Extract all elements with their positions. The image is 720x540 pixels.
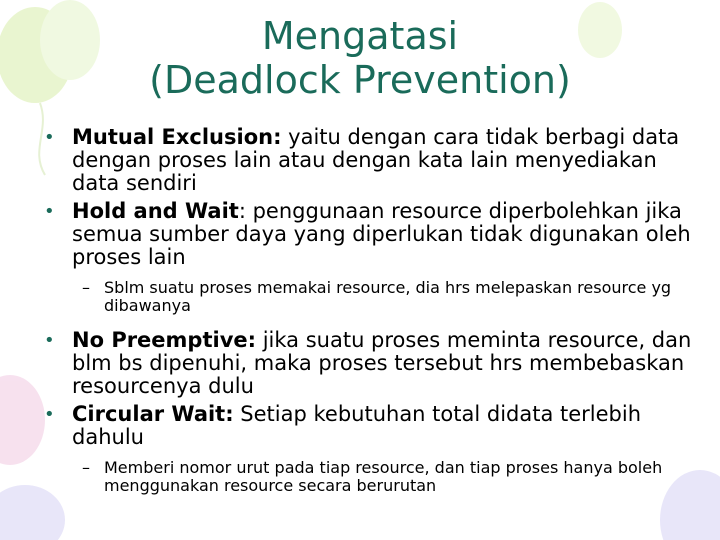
bullet-dot: • [44,330,55,351]
bullet-text: Setiap kebutuhan total didata terlebih dahulu [72,402,642,449]
bullet-text: : penggunaan resource diperbolehkan jika semua sumber daya yang diperlukan tidak digunakan oleh proses lain [72,199,691,269]
bullet-no-preemptive [40,329,700,398]
sub-bullet-circular-wait [40,459,700,495]
bullet-dot: • [44,201,55,222]
bullet-text: yaitu dengan cara tidak berbagi data dengan proses lain atau dengan kata lain menyediakan data sendiri [72,125,680,195]
bullet-dot: • [44,127,55,148]
bullet-heading: Mutual Exclusion: [72,125,282,149]
bullet-hold-and-wait [40,200,700,269]
bullet-heading: Circular Wait: [72,402,234,426]
bullet-heading: Hold and Wait [72,199,239,223]
bullet-dot: • [44,404,55,425]
bullet-heading: No Preemptive: [72,328,257,352]
sub-bullet-dash: – [82,278,90,297]
sub-bullet-text: Memberi nomor urut pada tiap resource, dan tiap proses hanya boleh menggunakan resource secara berurutan [104,458,663,495]
sub-bullet-hold-and-wait [40,279,700,315]
bullet-list [40,126,700,509]
title-line-2: (Deadlock Prevention) [149,58,571,102]
bullet-circular-wait [40,403,700,449]
sub-bullet-text: Sblm suatu proses memakai resource, dia hrs melepaskan resource yg dibawanya [104,278,672,315]
slide-title [0,14,720,102]
title-line-1: Mengatasi [261,14,459,58]
sub-bullet-dash: – [82,458,90,477]
bullet-text: jika suatu proses meminta resource, dan blm bs dipenuhi, maka proses tersebut hrs membebaskan resourcenya dulu [72,328,692,398]
bullet-mutual-exclusion [40,126,700,195]
